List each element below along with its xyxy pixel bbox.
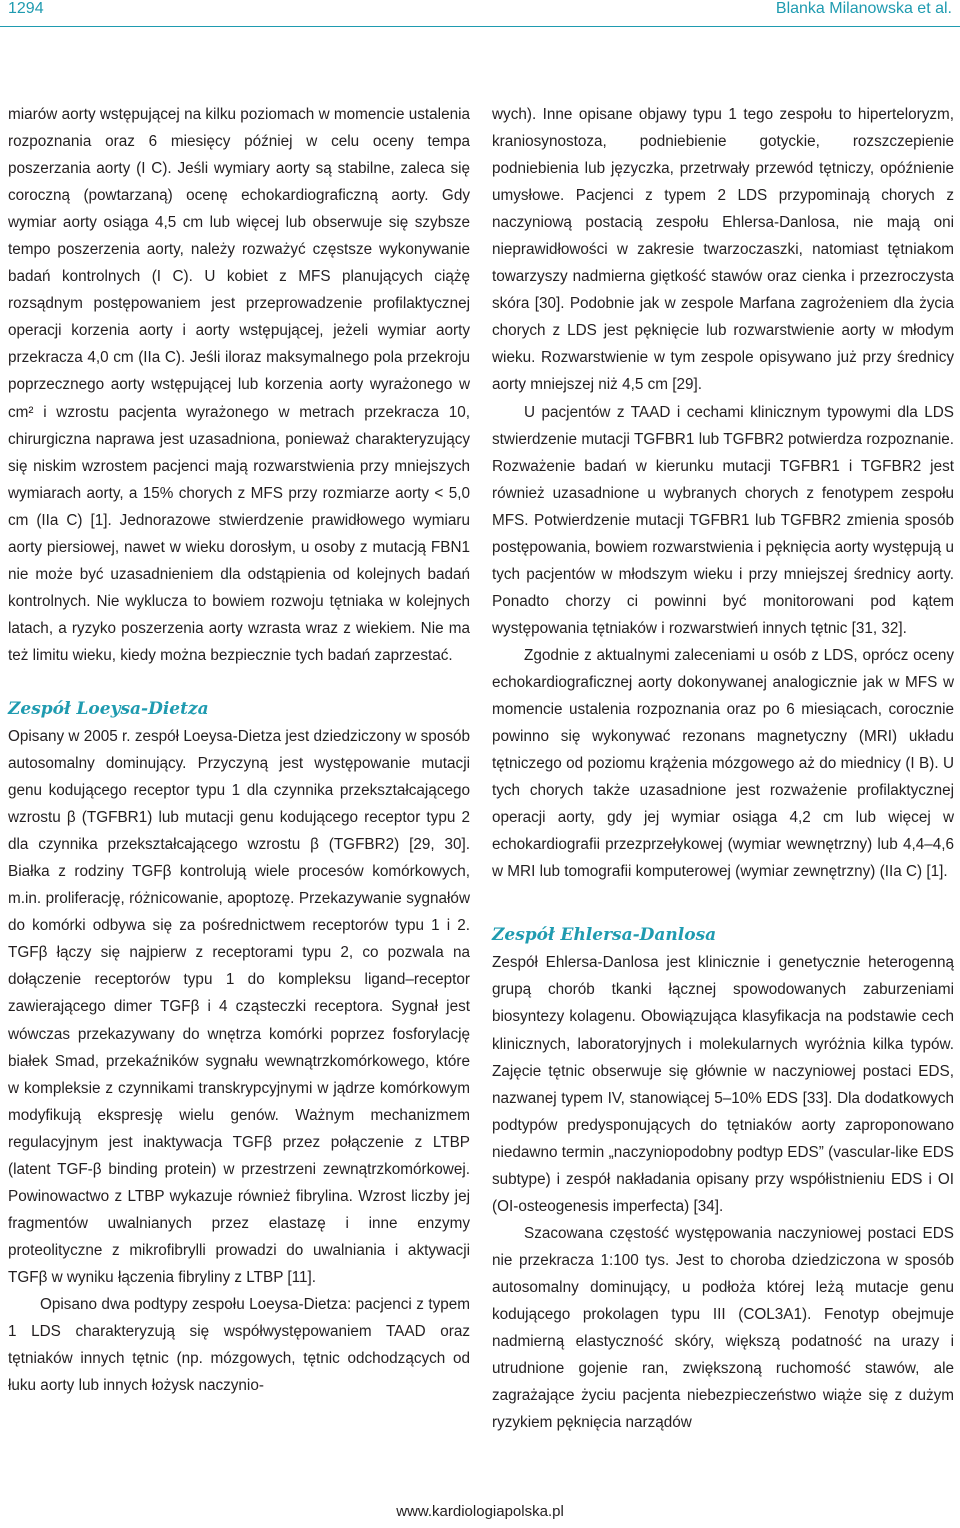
body-paragraph: miarów aorty wstępującej na kilku poziomach w momencie ustalenia rozpoznania oraz 6 miesięcy później w celu oceny tempa poszerzania aorty (I C). Jeśli wymiary aorty są stabilne, zaleca się coroczną (powtarzaną) ocenę echokardiograficzną aorty. Gdy wymiar aorty osiąga 4,5 cm lub więcej lub obserwuje się szybsze tempo poszerzenia aorty, należy rozważyć częstsze wykonywanie badań kontrolnych (I C). U kobiet z MFS planujących ciążę rozsądnym postępowaniem jest przeprowadzenie profilaktycznej operacji korzenia aorty i aorty wstępującej, jeżeli wymiar aorty przekracza 4,0 cm (IIa C). Jeśli iloraz maksymalnego pola przekroju poprzecznego aorty wstępującej lub korzenia aorty wyrażonego w cm² i wzrostu pacjenta wyrażonego w metrach przekracza 10, chirurgiczna naprawa jest uzasadniona, ponieważ charakteryzujący się niskim wzrostem pacjenci mają rozwarstwienia przy mniejszych wymiarach aorty, a 15% chorych z MFS przy rozmiarze aorty < 5,0 cm (IIa C) [1]. Jednorazowe stwierdzenie prawidłowego wymiaru aorty piersiowej, nawet w wieku dorosłym, u osoby z mutacją FBN1 nie może być uzasadnieniem dla odstąpienia od kolejnych badań kontrolnych. Nie wyklucza to bowiem rozwoju tętniaka w kolejnych latach, a ryzyko poszerzenia aorty wzrasta wraz z wiekiem. Nie ma też limitu wieku, kiedy można bezpiecznie tych badań zaprzestać. (8, 106, 470, 664)
body-paragraph: wych). Inne opisane objawy typu 1 tego zespołu to hiperteloryzm, kraniosynostoza, podniebienie gotyckie, rozszczepienie podniebienia lub języczka, przetrwały przewód tętniczy, opóźnienie umysłowe. Pacjenci z typem 2 LDS przypominają chorych z naczyniową postacią zespołu Ehlersa-Danlosa, nie mają oni nieprawidłowości w zakresie twarzoczaszki, natomiast tętniakom towarzyszy nadmierna giętkość stawów oraz cienka i przezroczysta skóra [30]. Podobnie jak w zespole Marfana zagrożeniem dla życia chorych z LDS jest pęknięcie lub rozwarstwienie aorty w młodym wieku. Rozwarstwienie w tym zespole opisywano już przy średnicy aorty mniejszej niż 4,5 cm [29]. (492, 106, 954, 394)
page-number: 1294 (8, 0, 44, 17)
body-paragraph: Szacowana częstość występowania naczyniowej postaci EDS nie przekracza 1:100 tys. Jest to choroba dziedziczona w sposób autosomalny dominujący, u podłoża której leżą mutacje genu kodującego prokolagen typu III (COL3A1). Fenotyp obejmuje nadmierną elastyczność skóry, większą podatność na urazy i utrudnione gojenie ran, zwiększoną ruchomość stawów, ale zagrażające życiu pacjenta niebezpieczeństwo wiąże się z dużym ryzykiem pęknięcia narządów (492, 1224, 954, 1432)
body-paragraph: Zespół Ehlersa-Danlosa jest klinicznie i genetycznie heterogenną grupą chorób tkanki łącznej spowodowanych zaburzeniami biosyntezy kolagenu. Obowiązująca klasyfikacja na podstawie cech klinicznych, laboratoryjnych i molekularnych wyróżnia kilka typów. Zajęcie tętnic obserwuje się głównie w naczyniowej postaci EDS, nazwanej typem IV, stanowiącej 5–10% EDS [33]. Dla dodatkowych podtypów predysponujących do tętniaków aorty zaproponowano niedawno termin „naczyniopodobny podtyp EDS” (vascular-like EDS subtype) i zespół nakładania opisany przy współistnieniu EDS i OI (OI-osteogenesis imperfecta) [34]. (492, 954, 954, 1215)
running-authors: Blanka Milanowska et al. (775, 0, 952, 17)
header-rule (0, 26, 960, 27)
body-paragraph: Opisano dwa podtypy zespołu Loeysa-Dietza: pacjenci z typem 1 LDS charakteryzują się współwystępowaniem TAAD oraz tętniaków innych tętnic (np. mózgowych, tętnic odchodzących od łuku aorty lub innych łożysk naczynio- (8, 1295, 470, 1395)
footer-url[interactable]: www.kardiologiapolska.pl (396, 1503, 564, 1520)
left-column (8, 101, 470, 1399)
body-paragraph: Opisany w 2005 r. zespół Loeysa-Dietza jest dziedziczony w sposób autosomalny dominujący. Przyczyną jest występowanie mutacji genu kodującego receptor typu 1 dla czynnika przekształcającego wzrostu β (TGFBR1) lub mutacji genu kodującego receptor typu 2 dla czynnika przekształcającego wzrostu β (TGFBR2) [29, 30]. Białka z rodziny TGFβ kontrolują wiele procesów komórkowych, m.in. proliferację, różnicowanie, apoptozę. Przekazywanie sygnałów do komórki odbywa się za pośrednictwem receptorów typu 1 i 2. TGFβ łączy się najpierw z receptorami typu 2, co pozwala na dołączenie receptorów typu 1 do kompleksu ligand–receptor zawierającego dimer TGFβ i 4 cząsteczki receptora. Sygnał jest wówczas przekazywany do wnętrza komórki poprzez fosforylację białek Smad, przekaźników sygnału wewnątrzkomórkowego, które w kompleksie z czynnikami transkrypcyjnymi w jądrze komórkowym modyfikują ekspresję wielu genów. Ważnym mechanizmem regulacyjnym jest inaktywacja TGFβ przez połączenie z LTBP (latent TGF-β binding protein) w przestrzeni zewnątrzkomórkowej. Powinowactwo z LTBP wykazuje również fibrylina. Wzrost liczby jej fragmentów uwalnianych przez elastazę i inne enzymy proteolityczne z mikrofibrylli prowadzi do uwalniania i aktywacji TGFβ w wyniku łączenia fibryliny z LTBP [11]. (8, 727, 470, 1286)
body-paragraph: Zgodnie z aktualnymi zaleceniami u osób z LDS, oprócz oceny echokardiograficznej aorty dokonywanej analogicznie jak w MFS w momencie ustalenia rozpoznania oraz po 6 miesiącach, corocznie powinno się wykonywać rezonans magnetyczny (MRI) układu tętniczego od poziomu krążenia mózgowego aż do miednicy (I B). U tych chorych także uzasadnione jest rozważenie profilaktycznej operacji aorty, gdy jej wymiar osiąga 4,2 cm lub więcej w echokardiografii przezprzełykowej (wymiar wewnętrzny) lub 4,4–4,6 w MRI lub tomografii komputerowej (wymiar zewnętrzny) (IIa C) [1]. (492, 646, 954, 881)
section-heading-loeys-dietz: Zespół Loeysa-Dietza (8, 698, 209, 719)
right-column (492, 101, 954, 1436)
body-paragraph: U pacjentów z TAAD i cechami klinicznym typowymi dla LDS stwierdzenie mutacji TGFBR1 lub TGFBR2 potwierdza rozpoznanie. Rozważenie badań w kierunku mutacji TGFBR1 i TGFBR2 jest również uzasadnione u wybranych chorych z fenotypem zespołu MFS. Potwierdzenie mutacji TGFBR1 lub TGFBR2 zmienia sposób postępowania, bowiem rozwarstwienia i pęknięcia aorty występują u tych pacjentów w młodszym wieku i przy mniejszej średnicy aorty. Ponadto chorzy ci powinni być monitorowani pod kątem występowania tętniaków i rozwarstwień innych tętnic [31, 32]. (492, 403, 954, 637)
section-heading-ehlers-danlos: Zespół Ehlersa-Danlosa (492, 925, 717, 946)
